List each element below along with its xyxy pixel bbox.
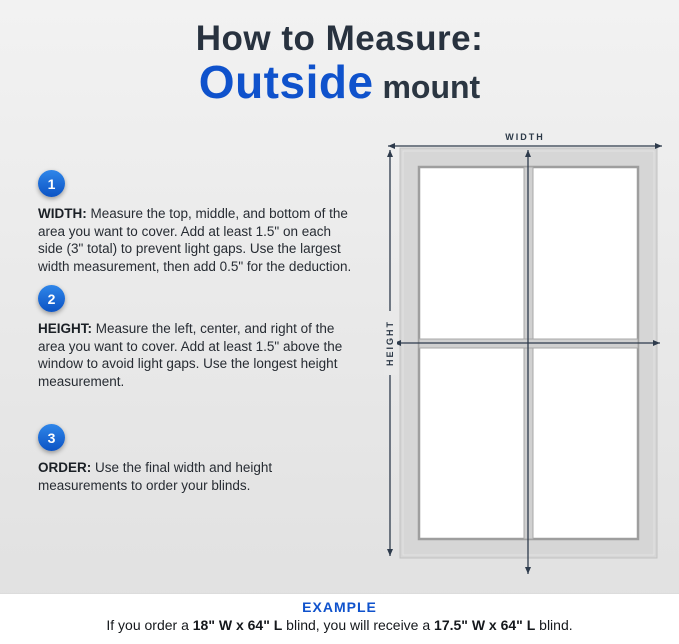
example-ordered-size: 18" W x 64" L	[192, 617, 283, 633]
example-prefix: If you order a	[106, 617, 193, 633]
step-order	[38, 424, 356, 494]
height-label: HEIGHT	[385, 319, 395, 367]
step-3-text	[38, 459, 356, 494]
step-width	[38, 170, 356, 275]
page-header	[0, 19, 679, 108]
width-label: WIDTH	[505, 132, 545, 142]
step-3-body: Use the final width and height measurements to order your blinds.	[38, 460, 273, 493]
step-1-badge: 1	[38, 170, 65, 197]
page-title-line1: How to Measure:	[195, 19, 484, 58]
window-measure-diagram	[372, 128, 674, 588]
step-1-title: WIDTH:	[38, 206, 87, 221]
step-height	[38, 285, 356, 390]
example-sentence	[0, 617, 679, 633]
step-1-text	[38, 205, 356, 275]
title-mount-text: mount	[373, 68, 481, 105]
example-heading: EXAMPLE	[302, 599, 377, 615]
page-title-line2	[0, 55, 679, 108]
example-received-size: 17.5" W x 64" L	[434, 617, 536, 633]
step-3-title: ORDER:	[38, 460, 92, 476]
step-2-badge: 2	[38, 285, 65, 312]
step-2-body: Measure the left, center, and right of the area you want to cover. Add at least 1.5" above the window to avoid light gaps. Use the longest height measurement.	[38, 321, 343, 389]
step-2-title: HEIGHT:	[38, 321, 92, 337]
example-middle: blind, you will receive a	[282, 617, 435, 633]
step-1-body: Measure the top, middle, and bottom of the area you want to cover. Add at least 1.5" on each side (3" total) to prevent light gaps. Use the largest width measurement, then add 0.5" for the deduction.	[38, 206, 352, 274]
steps-column	[38, 170, 356, 494]
step-2-text	[38, 320, 356, 390]
title-accent-outside: Outside	[198, 55, 374, 108]
example-suffix: blind.	[535, 617, 573, 633]
example-footer	[0, 594, 679, 644]
step-3-badge: 3	[38, 424, 65, 451]
